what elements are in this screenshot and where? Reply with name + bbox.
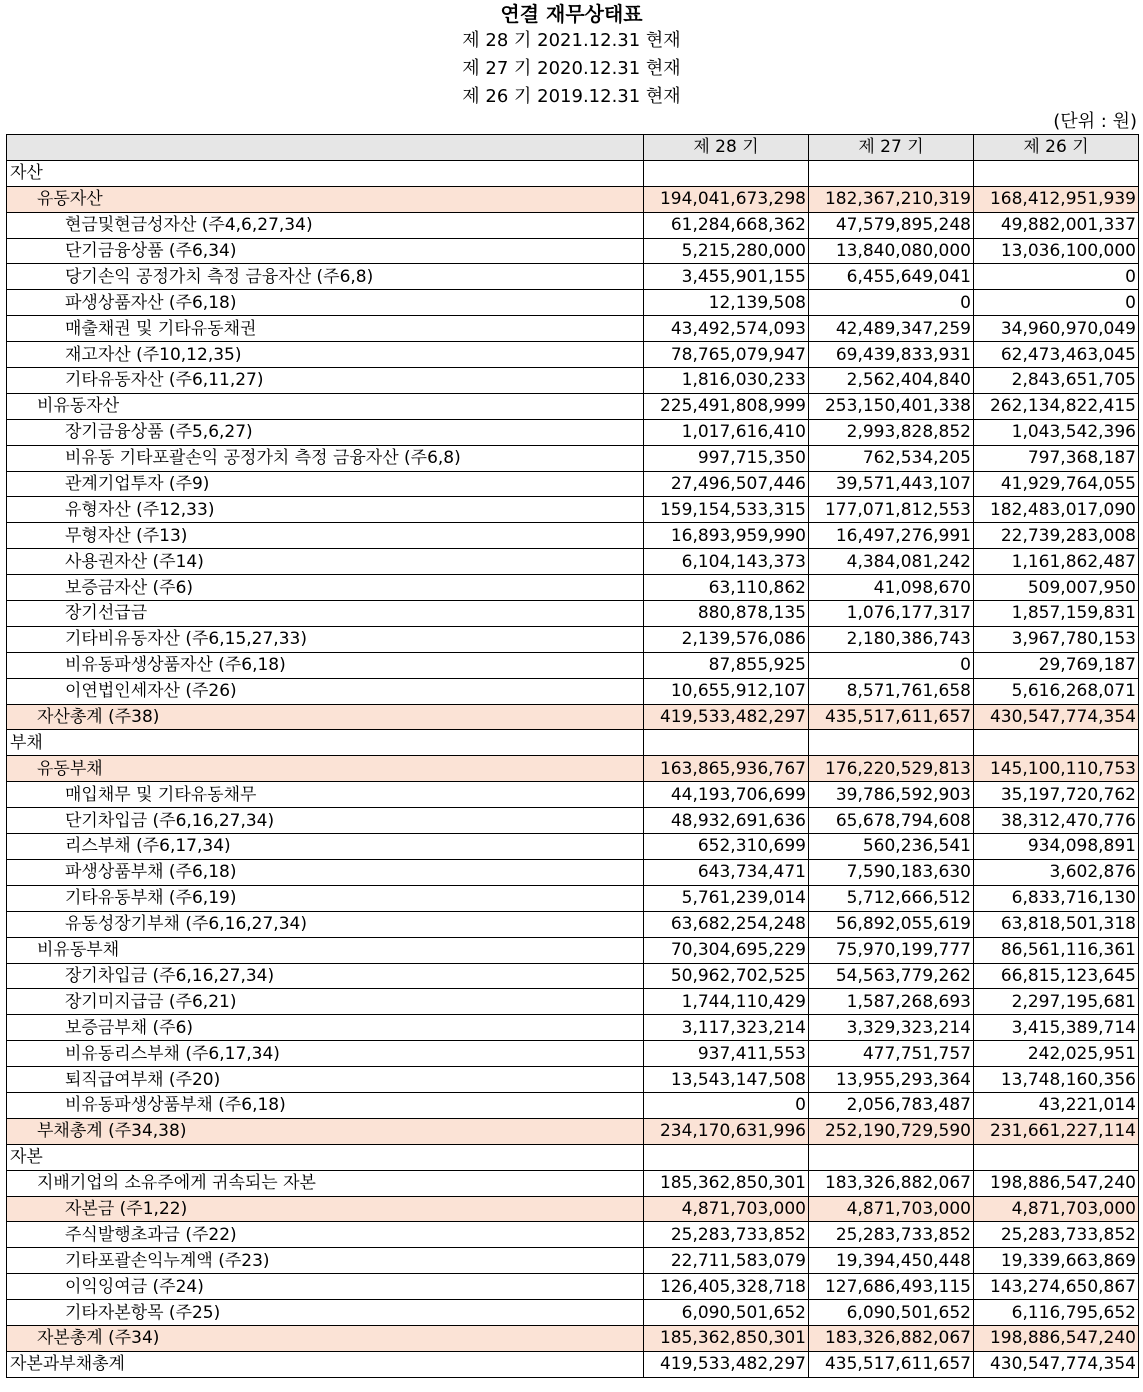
- table-row: [7, 238, 1139, 264]
- row-value: 48,932,691,636: [644, 808, 809, 834]
- row-value: 65,678,794,608: [809, 808, 974, 834]
- row-value: 43,492,574,093: [644, 316, 809, 342]
- table-row: [7, 549, 1139, 575]
- table-header-row: [7, 135, 1139, 161]
- table-row: [7, 1118, 1139, 1144]
- table-row: [7, 808, 1139, 834]
- row-value: 43,221,014: [974, 1092, 1139, 1118]
- row-value: 39,571,443,107: [809, 471, 974, 497]
- row-value: 168,412,951,939: [974, 186, 1139, 212]
- row-value: 880,878,135: [644, 601, 809, 627]
- row-value: 2,843,651,705: [974, 368, 1139, 394]
- row-value: 1,161,862,487: [974, 549, 1139, 575]
- row-value: 34,960,970,049: [974, 316, 1139, 342]
- row-label: 단기금융상품 (주6,34): [7, 238, 644, 264]
- row-value: 56,892,055,619: [809, 911, 974, 937]
- row-value: 22,739,283,008: [974, 523, 1139, 549]
- row-value: 16,893,959,990: [644, 523, 809, 549]
- table-row: [7, 1300, 1139, 1326]
- row-label: 장기미지급금 (주6,21): [7, 989, 644, 1015]
- row-label: 기타비유동자산 (주6,15,27,33): [7, 626, 644, 652]
- table-row: [7, 1248, 1139, 1274]
- row-value: 4,871,703,000: [644, 1196, 809, 1222]
- row-value: 19,339,663,869: [974, 1248, 1139, 1274]
- row-label: 이익잉여금 (주24): [7, 1274, 644, 1300]
- row-value: 4,384,081,242: [809, 549, 974, 575]
- table-row: [7, 419, 1139, 445]
- row-value: 5,215,280,000: [644, 238, 809, 264]
- row-value: 63,682,254,248: [644, 911, 809, 937]
- row-value: 54,563,779,262: [809, 963, 974, 989]
- row-value: 1,043,542,396: [974, 419, 1139, 445]
- unit-label: (단위 : 원): [1053, 111, 1137, 132]
- row-label: 부채총계 (주34,38): [7, 1118, 644, 1144]
- row-label: 비유동부채: [7, 937, 644, 963]
- row-label: 자본: [7, 1144, 644, 1170]
- row-label: 장기금융상품 (주5,6,27): [7, 419, 644, 445]
- row-value: 253,150,401,338: [809, 393, 974, 419]
- row-value: 13,748,160,356: [974, 1067, 1139, 1093]
- table-row: [7, 264, 1139, 290]
- table-row: [7, 523, 1139, 549]
- row-value: 29,769,187: [974, 652, 1139, 678]
- row-label: 매입채무 및 기타유동채무: [7, 782, 644, 808]
- row-label: 기타자본항목 (주25): [7, 1300, 644, 1326]
- row-value: 242,025,951: [974, 1041, 1139, 1067]
- row-value: 50,962,702,525: [644, 963, 809, 989]
- row-value: 252,190,729,590: [809, 1118, 974, 1144]
- row-label: 기타포괄손익누계액 (주23): [7, 1248, 644, 1274]
- row-label: 기타유동부채 (주6,19): [7, 885, 644, 911]
- row-value: 1,076,177,317: [809, 601, 974, 627]
- row-value: [644, 160, 809, 186]
- table-row: [7, 652, 1139, 678]
- row-value: [644, 730, 809, 756]
- row-value: 16,497,276,991: [809, 523, 974, 549]
- row-label: 지배기업의 소유주에게 귀속되는 자본: [7, 1170, 644, 1196]
- row-value: 35,197,720,762: [974, 782, 1139, 808]
- row-value: 477,751,757: [809, 1041, 974, 1067]
- row-value: 39,786,592,903: [809, 782, 974, 808]
- row-value: 0: [644, 1092, 809, 1118]
- row-value: [974, 160, 1139, 186]
- row-value: 25,283,733,852: [644, 1222, 809, 1248]
- row-label: 보증금자산 (주6): [7, 575, 644, 601]
- row-label: 리스부채 (주6,17,34): [7, 834, 644, 860]
- table-row: [7, 601, 1139, 627]
- row-value: 435,517,611,657: [809, 1351, 974, 1377]
- row-value: 762,534,205: [809, 445, 974, 471]
- row-value: 0: [974, 264, 1139, 290]
- row-label: 자산: [7, 160, 644, 186]
- row-value: 4,871,703,000: [974, 1196, 1139, 1222]
- row-value: [644, 1144, 809, 1170]
- row-label: 현금및현금성자산 (주4,6,27,34): [7, 212, 644, 238]
- row-value: 198,886,547,240: [974, 1170, 1139, 1196]
- row-value: 234,170,631,996: [644, 1118, 809, 1144]
- row-value: 5,712,666,512: [809, 885, 974, 911]
- row-label: 장기차입금 (주6,16,27,34): [7, 963, 644, 989]
- table-row: [7, 471, 1139, 497]
- row-value: 183,326,882,067: [809, 1325, 974, 1351]
- row-value: 6,455,649,041: [809, 264, 974, 290]
- table-row: [7, 212, 1139, 238]
- row-value: 1,017,616,410: [644, 419, 809, 445]
- table-row: [7, 834, 1139, 860]
- table-row: [7, 730, 1139, 756]
- row-value: 86,561,116,361: [974, 937, 1139, 963]
- row-value: 8,571,761,658: [809, 678, 974, 704]
- row-value: 27,496,507,446: [644, 471, 809, 497]
- row-value: 145,100,110,753: [974, 756, 1139, 782]
- row-value: 419,533,482,297: [644, 704, 809, 730]
- row-value: 509,007,950: [974, 575, 1139, 601]
- row-value: [809, 730, 974, 756]
- row-value: 38,312,470,776: [974, 808, 1139, 834]
- row-label: 자본과부채총계: [7, 1351, 644, 1377]
- column-header-period-28: 제 28 기: [644, 135, 809, 161]
- row-value: 63,818,501,318: [974, 911, 1139, 937]
- row-value: 183,326,882,067: [809, 1170, 974, 1196]
- row-value: [974, 1144, 1139, 1170]
- row-value: 185,362,850,301: [644, 1170, 809, 1196]
- table-row: [7, 445, 1139, 471]
- row-label: 매출채권 및 기타유동채권: [7, 316, 644, 342]
- period-line-3: 제 26 기 2019.12.31 현재: [462, 86, 681, 107]
- row-value: 163,865,936,767: [644, 756, 809, 782]
- report-header: [0, 0, 1143, 111]
- row-label: 부채: [7, 730, 644, 756]
- row-value: 419,533,482,297: [644, 1351, 809, 1377]
- row-value: 12,139,508: [644, 290, 809, 316]
- row-value: 6,116,795,652: [974, 1300, 1139, 1326]
- table-row: [7, 678, 1139, 704]
- table-row: [7, 911, 1139, 937]
- column-header-period-26: 제 26 기: [974, 135, 1139, 161]
- row-value: 5,616,268,071: [974, 678, 1139, 704]
- row-label: 비유동리스부채 (주6,17,34): [7, 1041, 644, 1067]
- row-value: 42,489,347,259: [809, 316, 974, 342]
- row-value: 3,455,901,155: [644, 264, 809, 290]
- row-value: 49,882,001,337: [974, 212, 1139, 238]
- row-value: 1,744,110,429: [644, 989, 809, 1015]
- row-value: 177,071,812,553: [809, 497, 974, 523]
- row-value: 7,590,183,630: [809, 859, 974, 885]
- row-value: 10,655,912,107: [644, 678, 809, 704]
- row-label: 비유동 기타포괄손익 공정가치 측정 금융자산 (주6,8): [7, 445, 644, 471]
- row-value: 231,661,227,114: [974, 1118, 1139, 1144]
- balance-sheet-table: [6, 134, 1139, 1378]
- row-value: 4,871,703,000: [809, 1196, 974, 1222]
- table-row: [7, 316, 1139, 342]
- row-value: 75,970,199,777: [809, 937, 974, 963]
- table-row: [7, 393, 1139, 419]
- row-value: 1,857,159,831: [974, 601, 1139, 627]
- table-row: [7, 859, 1139, 885]
- row-label: 퇴직급여부채 (주20): [7, 1067, 644, 1093]
- row-value: 435,517,611,657: [809, 704, 974, 730]
- row-value: 2,993,828,852: [809, 419, 974, 445]
- row-value: [974, 730, 1139, 756]
- table-row: [7, 186, 1139, 212]
- row-label: 기타유동자산 (주6,11,27): [7, 368, 644, 394]
- row-value: 6,090,501,652: [809, 1300, 974, 1326]
- period-line-1: 제 28 기 2021.12.31 현재: [462, 30, 681, 51]
- row-value: 63,110,862: [644, 575, 809, 601]
- table-row: [7, 1222, 1139, 1248]
- row-value: 87,855,925: [644, 652, 809, 678]
- row-value: 937,411,553: [644, 1041, 809, 1067]
- table-row: [7, 1351, 1139, 1377]
- table-row: [7, 368, 1139, 394]
- row-value: 198,886,547,240: [974, 1325, 1139, 1351]
- row-value: 3,415,389,714: [974, 1015, 1139, 1041]
- row-value: 182,483,017,090: [974, 497, 1139, 523]
- row-value: 560,236,541: [809, 834, 974, 860]
- row-label: 보증금부채 (주6): [7, 1015, 644, 1041]
- row-value: 0: [809, 652, 974, 678]
- row-value: 61,284,668,362: [644, 212, 809, 238]
- row-value: 3,967,780,153: [974, 626, 1139, 652]
- row-value: 3,329,323,214: [809, 1015, 974, 1041]
- row-value: 430,547,774,354: [974, 1351, 1139, 1377]
- row-label: 유동자산: [7, 186, 644, 212]
- row-label: 무형자산 (주13): [7, 523, 644, 549]
- row-value: 25,283,733,852: [809, 1222, 974, 1248]
- row-value: [809, 160, 974, 186]
- table-row: [7, 885, 1139, 911]
- row-label: 파생상품자산 (주6,18): [7, 290, 644, 316]
- row-label: 이연법인세자산 (주26): [7, 678, 644, 704]
- row-value: 2,562,404,840: [809, 368, 974, 394]
- row-label: 유동성장기부채 (주6,16,27,34): [7, 911, 644, 937]
- row-value: 2,180,386,743: [809, 626, 974, 652]
- column-header-item: [7, 135, 644, 161]
- row-value: 797,368,187: [974, 445, 1139, 471]
- row-value: 13,840,080,000: [809, 238, 974, 264]
- table-row: [7, 342, 1139, 368]
- row-value: 643,734,471: [644, 859, 809, 885]
- row-value: 3,602,876: [974, 859, 1139, 885]
- row-value: 44,193,706,699: [644, 782, 809, 808]
- row-value: 652,310,699: [644, 834, 809, 860]
- table-row: [7, 989, 1139, 1015]
- row-value: 0: [974, 290, 1139, 316]
- period-line-2: 제 27 기 2020.12.31 현재: [462, 58, 681, 79]
- row-value: 1,587,268,693: [809, 989, 974, 1015]
- row-value: 62,473,463,045: [974, 342, 1139, 368]
- table-row: [7, 497, 1139, 523]
- report-title: 연결 재무상태표: [500, 2, 643, 26]
- row-label: 자본금 (주1,22): [7, 1196, 644, 1222]
- table-row: [7, 1092, 1139, 1118]
- row-value: 6,833,716,130: [974, 885, 1139, 911]
- row-value: 41,098,670: [809, 575, 974, 601]
- table-row: [7, 1067, 1139, 1093]
- table-row: [7, 937, 1139, 963]
- table-row: [7, 1325, 1139, 1351]
- row-value: 6,090,501,652: [644, 1300, 809, 1326]
- row-label: 주식발행초과금 (주22): [7, 1222, 644, 1248]
- row-label: 비유동파생상품자산 (주6,18): [7, 652, 644, 678]
- row-value: 6,104,143,373: [644, 549, 809, 575]
- row-value: [809, 1144, 974, 1170]
- row-value: 194,041,673,298: [644, 186, 809, 212]
- row-value: 2,297,195,681: [974, 989, 1139, 1015]
- row-label: 자산총계 (주38): [7, 704, 644, 730]
- row-value: 262,134,822,415: [974, 393, 1139, 419]
- row-label: 파생상품부채 (주6,18): [7, 859, 644, 885]
- row-value: 13,036,100,000: [974, 238, 1139, 264]
- row-value: 430,547,774,354: [974, 704, 1139, 730]
- table-body: [7, 160, 1139, 1377]
- row-value: 159,154,533,315: [644, 497, 809, 523]
- row-label: 장기선급금: [7, 601, 644, 627]
- row-label: 재고자산 (주10,12,35): [7, 342, 644, 368]
- row-value: 78,765,079,947: [644, 342, 809, 368]
- row-label: 단기차입금 (주6,16,27,34): [7, 808, 644, 834]
- column-header-period-27: 제 27 기: [809, 135, 974, 161]
- row-value: 22,711,583,079: [644, 1248, 809, 1274]
- row-label: 비유동자산: [7, 393, 644, 419]
- table-row: [7, 1041, 1139, 1067]
- table-row: [7, 756, 1139, 782]
- row-value: 2,056,783,487: [809, 1092, 974, 1118]
- table-row: [7, 626, 1139, 652]
- table-row: [7, 963, 1139, 989]
- row-value: 25,283,733,852: [974, 1222, 1139, 1248]
- row-value: 13,543,147,508: [644, 1067, 809, 1093]
- row-label: 유동부채: [7, 756, 644, 782]
- row-value: 13,955,293,364: [809, 1067, 974, 1093]
- row-value: 185,362,850,301: [644, 1325, 809, 1351]
- row-label: 당기손익 공정가치 측정 금융자산 (주6,8): [7, 264, 644, 290]
- table-row: [7, 1170, 1139, 1196]
- row-value: 176,220,529,813: [809, 756, 974, 782]
- row-value: 41,929,764,055: [974, 471, 1139, 497]
- row-value: 997,715,350: [644, 445, 809, 471]
- row-value: 127,686,493,115: [809, 1274, 974, 1300]
- table-row: [7, 575, 1139, 601]
- row-label: 유형자산 (주12,33): [7, 497, 644, 523]
- row-label: 관계기업투자 (주9): [7, 471, 644, 497]
- table-row: [7, 1144, 1139, 1170]
- row-value: 934,098,891: [974, 834, 1139, 860]
- table-row: [7, 290, 1139, 316]
- table-row: [7, 1196, 1139, 1222]
- row-value: 126,405,328,718: [644, 1274, 809, 1300]
- table-row: [7, 1274, 1139, 1300]
- table-row: [7, 160, 1139, 186]
- row-value: 70,304,695,229: [644, 937, 809, 963]
- row-value: 143,274,650,867: [974, 1274, 1139, 1300]
- row-label: 비유동파생상품부채 (주6,18): [7, 1092, 644, 1118]
- row-value: 69,439,833,931: [809, 342, 974, 368]
- row-value: 1,816,030,233: [644, 368, 809, 394]
- row-value: 66,815,123,645: [974, 963, 1139, 989]
- row-value: 5,761,239,014: [644, 885, 809, 911]
- row-value: 3,117,323,214: [644, 1015, 809, 1041]
- row-value: 2,139,576,086: [644, 626, 809, 652]
- table-row: [7, 704, 1139, 730]
- row-value: 182,367,210,319: [809, 186, 974, 212]
- row-value: 225,491,808,999: [644, 393, 809, 419]
- table-row: [7, 1015, 1139, 1041]
- row-value: 47,579,895,248: [809, 212, 974, 238]
- row-value: 0: [809, 290, 974, 316]
- table-row: [7, 782, 1139, 808]
- row-label: 자본총계 (주34): [7, 1325, 644, 1351]
- row-value: 19,394,450,448: [809, 1248, 974, 1274]
- row-label: 사용권자산 (주14): [7, 549, 644, 575]
